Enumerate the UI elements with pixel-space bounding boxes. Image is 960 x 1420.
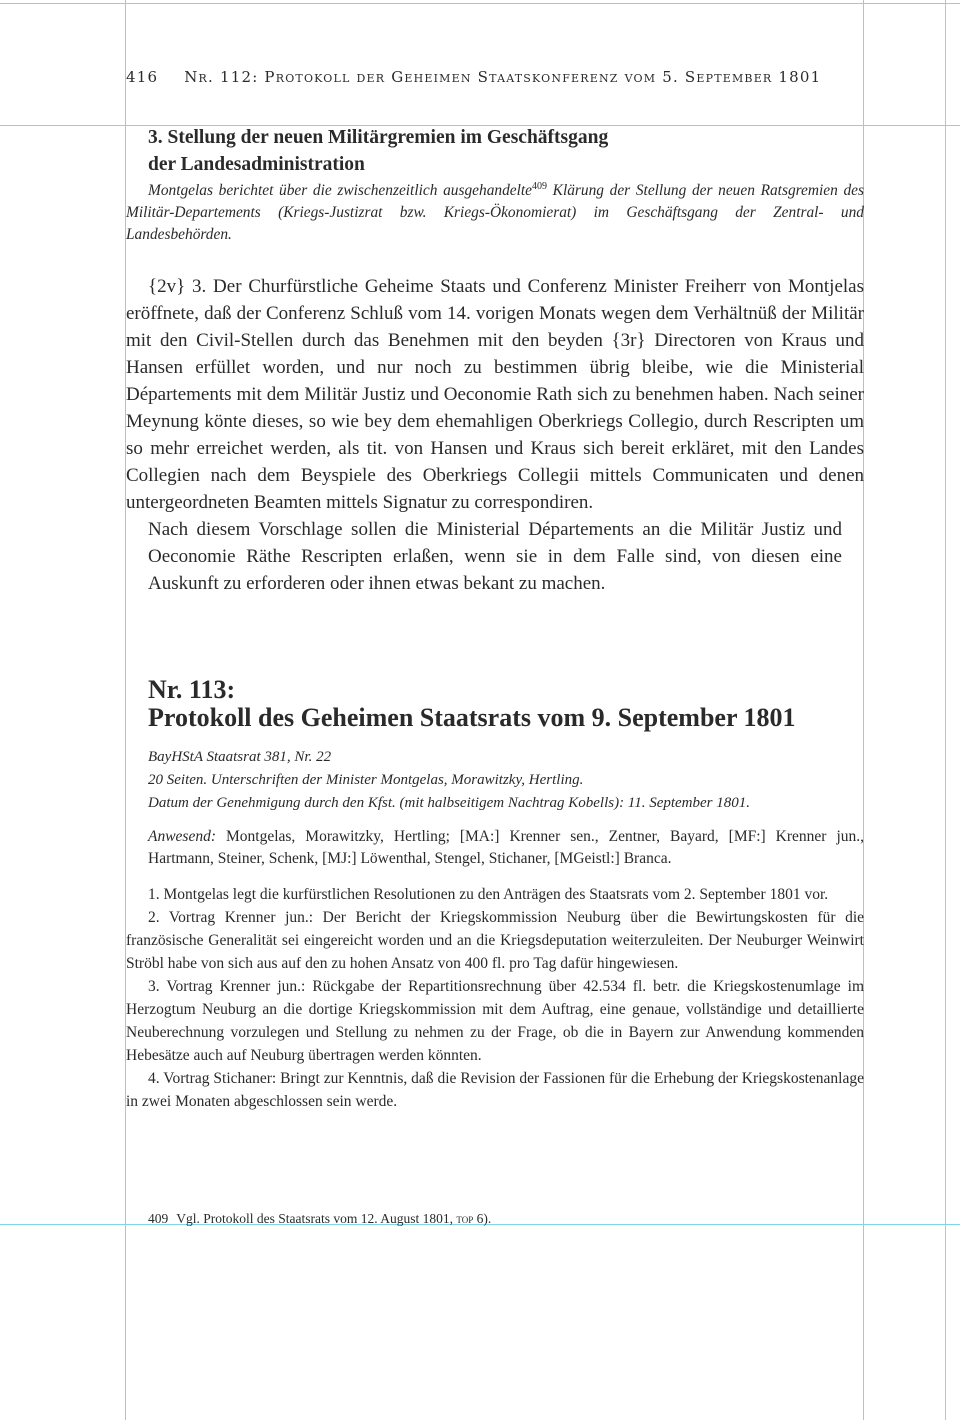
agenda-items [126, 883, 864, 1113]
footnote-409 [148, 1210, 864, 1228]
document-meta [148, 746, 864, 815]
agenda-item-1: 1. Montgelas legt die kurfürstlichen Resolutionen zu den Anträgen des Staatsrats vom 2. September 1801 vor. [148, 886, 829, 903]
footnote-number: 409 [148, 1211, 169, 1226]
running-head-title: Nr. 112: Protokoll der Geheimen Staatskonferenz vom 5. September 1801 [184, 68, 822, 86]
agenda-item-3: 3. Vortrag Krenner jun.: Rückgabe der Repartitionsrechnung über 42.534 fl. betr. die Kriegskostenumlage im Herzogtum Neuburg an die dortige Kriegskommission mit dem Auftrag, eine genaue, vollständige und detaillierte Neuberechnung vorzulegen und Stellung zu nehmen zu der Frage, ob die in Bayern zur Anwendung kommenden Hebesätze auch auf Neuburg übertragen werden könnten. [126, 978, 864, 1064]
running-head [126, 68, 846, 86]
section-summary [126, 180, 864, 246]
meta-approval-date: Datum der Genehmigung durch den Kfst. (mit halbseitigem Nachtrag Kobells): 11. September 1801. [148, 795, 751, 811]
footnote-text-start: Vgl. Protokoll des Staatsrats vom 12. August 1801, [176, 1211, 457, 1226]
body-paragraph-2: Nach diesem Vorschlage sollen die Ministerial Départements an die Militär Justiz und Oeconomie Räthe Rescripten erlaßen, wenn sie in dem Falle sind, von diesen eine Auskunft zu erforderen oder ihnen etwas bekant zu machen. [148, 519, 842, 594]
meta-pages: 20 Seiten. Unterschriften der Minister Montgelas, Morawitzky, Hertling. [148, 772, 584, 788]
meta-archive: BayHStA Staatsrat 381, Nr. 22 [148, 749, 332, 765]
section-body [126, 273, 864, 597]
section-heading-line-1: 3. Stellung der neuen Militärgremien im Geschäftsgang [148, 127, 609, 148]
footnote-text-end: 6). [473, 1211, 492, 1226]
guide-line-top [0, 3, 960, 4]
body-paragraph-1: {2v} 3. Der Churfürstliche Geheime Staats und Conferenz Minister Freiherr von Montjelas eröffnete, daß der Conferenz Schluß vom 14. vorigen Monats wegen dem Verhältnüß der Militär mit den Civil-Stellen durch das Benehmen mit den beyden {3r} Directoren von Kraus und Hansen erfüllet worden, und nur noch zu bestimmen übrig bleibe, wie die Ministerial Départements mit dem Militär Justiz und Oeconomie Rath sich zu benehmen haben. Nach seiner Meynung könte dieses, so wie bey dem ehemahligen Oberkriegs Collegio, durch Rescripten um so mehr erreichet werden, als tit. von Hansen und Kraus sich bereit erkläret, mit den Landes Collegien nach dem Beyspiele des Oberkriegs Collegii mittels Communicaten und denen untergeordneten Beamten mittels Signatur zu correspondiren. [126, 276, 864, 513]
summary-text-start: Montgelas berichtet über die zwischenzeitlich ausgehandelte [148, 182, 532, 199]
attendees-label: Anwesend: [148, 828, 217, 845]
document-title [148, 676, 864, 732]
footnote-top-abbr: top [456, 1211, 474, 1226]
footnote-ref-409[interactable]: 409 [532, 180, 547, 192]
summary-text-end: Klärung der Stellung der neuen Ratsgremien des Militär-Departements (Kriegs-Justizrat bzw. Kriegs-Ökonomierat) im Geschäftsgang der Zentral- und Landesbehörden. [126, 182, 864, 243]
page-number: 416 [126, 68, 159, 86]
section-heading-line-2: der Landesadministration [148, 154, 365, 175]
document-number: Nr. 113: [148, 675, 236, 704]
agenda-item-2: 2. Vortrag Krenner jun.: Der Bericht der Kriegskommission Neuburg über die Bewirtungskosten für die französische Generalität sei eingereicht worden und an die Kriegsdeputation weiterzuleiten. Der Neuburger Weinwirt Ströbl habe von sich aus auf den zu hohen Ansatz von 400 fl. pro Tag dafür hingewiesen. [126, 909, 864, 972]
agenda-item-4: 4. Vortrag Stichaner: Bringt zur Kenntnis, daß die Revision der Fassionen für die Erhebung der Kriegskostenanlage in zwei Monaten abgeschlossen sein werde. [126, 1070, 864, 1110]
guide-line-trim [945, 0, 946, 1420]
document-title-text: Protokoll des Geheimen Staatsrats vom 9. September 1801 [148, 703, 796, 732]
section-heading [148, 124, 886, 178]
attendees-list: Montgelas, Morawitzky, Hertling; [MA:] Krenner sen., Zentner, Bayard, [MF:] Krenner jun., Hartmann, Steiner, Schenk, [MJ:] Löwenthal, Stengel, Stichaner, [MGeistl:] Branca. [148, 828, 864, 867]
attendees [126, 826, 864, 870]
